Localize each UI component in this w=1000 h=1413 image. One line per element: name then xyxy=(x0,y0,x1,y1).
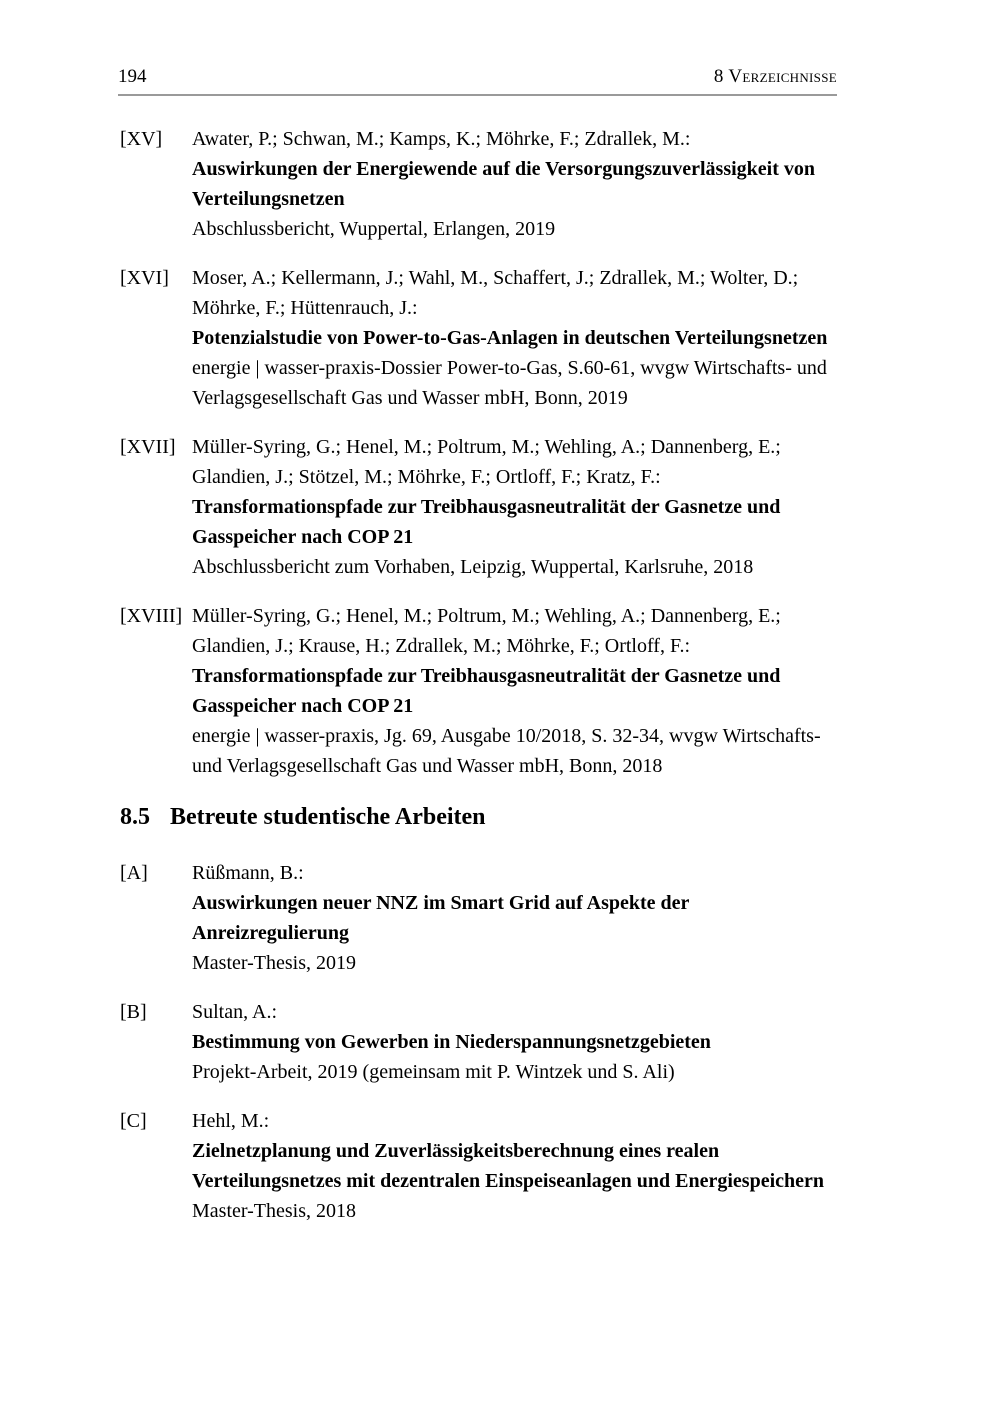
reference-entry xyxy=(120,432,837,582)
reference-body xyxy=(192,124,837,244)
reference-label: [XV] xyxy=(120,128,163,150)
reference-authors: Müller-Syring, G.; Henel, M.; Poltrum, M.; Wehling, A.; Dannenberg, E.; Glandien, J.; Stötzel, M.; Möhrke, F.; Ortloff, F.; Kratz, F.: xyxy=(192,436,781,488)
reference-label: [XVIII] xyxy=(120,605,183,627)
student-work-authors: Hehl, M.: xyxy=(192,1110,270,1132)
reference-details: energie | wasser-praxis-Dossier Power-to-Gas, S.60-61, wvgw Wirtschafts- und Verlagsgesellschaft Gas und Wasser mbH, Bonn, 2019 xyxy=(192,357,827,409)
reference-details: Abschlussbericht, Wuppertal, Erlangen, 2019 xyxy=(192,218,556,240)
reference-body xyxy=(192,432,837,582)
reference-title: Auswirkungen der Energiewende auf die Versorgungszuverlässigkeit von Verteilungsnetzen xyxy=(192,158,816,210)
student-work-label: [B] xyxy=(120,1001,147,1023)
reference-label: [XVI] xyxy=(120,267,169,289)
reference-body xyxy=(192,601,837,781)
student-work-title: Auswirkungen neuer NNZ im Smart Grid auf Aspekte der Anreizregulierung xyxy=(192,892,690,944)
student-work-title: Zielnetzplanung und Zuverlässigkeitsberechnung eines realen Verteilungsnetzes mit dezentralen Einspeiseanlagen und Energiespeichern xyxy=(192,1140,825,1192)
student-work-details: Projekt-Arbeit, 2019 (gemeinsam mit P. Wintzek und S. Ali) xyxy=(192,1061,675,1083)
student-work-entry xyxy=(120,858,837,978)
student-work-authors: Sultan, A.: xyxy=(192,1001,278,1023)
reference-title: Potenzialstudie von Power-to-Gas-Anlagen in deutschen Verteilungsnetzen xyxy=(192,327,828,349)
reference-details: Abschlussbericht zum Vorhaben, Leipzig, Wuppertal, Karlsruhe, 2018 xyxy=(192,556,754,578)
reference-label: [XVII] xyxy=(120,436,176,458)
section-heading xyxy=(120,800,837,834)
page-header xyxy=(118,66,837,96)
page-number: 194 xyxy=(118,66,147,87)
reference-body xyxy=(192,263,837,413)
references-list xyxy=(120,124,837,781)
reference-entry xyxy=(120,601,837,781)
student-work-title: Bestimmung von Gewerben in Niederspannungsnetzgebieten xyxy=(192,1031,711,1053)
reference-title: Transformationspfade zur Treibhausgasneutralität der Gasnetze und Gasspeicher nach COP 21 xyxy=(192,665,781,717)
student-works-list xyxy=(120,858,837,1226)
reference-authors: Moser, A.; Kellermann, J.; Wahl, M., Schaffert, J.; Zdrallek, M.; Wolter, D.; Möhrke, F.; Hüttenrauch, J.: xyxy=(192,267,799,319)
running-chapter-heading: 8 Verzeichnisse xyxy=(713,66,837,87)
student-work-label: [A] xyxy=(120,862,148,884)
page-content xyxy=(120,124,837,1226)
student-work-details: Master-Thesis, 2019 xyxy=(192,952,357,974)
reference-entry xyxy=(120,124,837,244)
reference-entry xyxy=(120,263,837,413)
student-work-entry xyxy=(120,997,837,1087)
student-work-body xyxy=(192,1106,837,1226)
student-work-entry xyxy=(120,1106,837,1226)
reference-authors: Awater, P.; Schwan, M.; Kamps, K.; Möhrke, F.; Zdrallek, M.: xyxy=(192,128,691,150)
reference-authors: Müller-Syring, G.; Henel, M.; Poltrum, M.; Wehling, A.; Dannenberg, E.; Glandien, J.; Krause, H.; Zdrallek, M.; Möhrke, F.; Ortloff, F.: xyxy=(192,605,781,657)
student-work-details: Master-Thesis, 2018 xyxy=(192,1200,357,1222)
reference-title: Transformationspfade zur Treibhausgasneutralität der Gasnetze und Gasspeicher nach COP 21 xyxy=(192,496,781,548)
student-work-body xyxy=(192,997,837,1087)
student-work-label: [C] xyxy=(120,1110,147,1132)
section-number: 8.5 xyxy=(120,804,150,830)
student-work-authors: Rüßmann, B.: xyxy=(192,862,304,884)
student-work-body xyxy=(192,858,837,978)
section-title: Betreute studentische Arbeiten xyxy=(170,804,486,830)
reference-details: energie | wasser-praxis, Jg. 69, Ausgabe 10/2018, S. 32-34, wvgw Wirtschafts- und Verlagsgesellschaft Gas und Wasser mbH, Bonn, 2018 xyxy=(192,725,821,777)
